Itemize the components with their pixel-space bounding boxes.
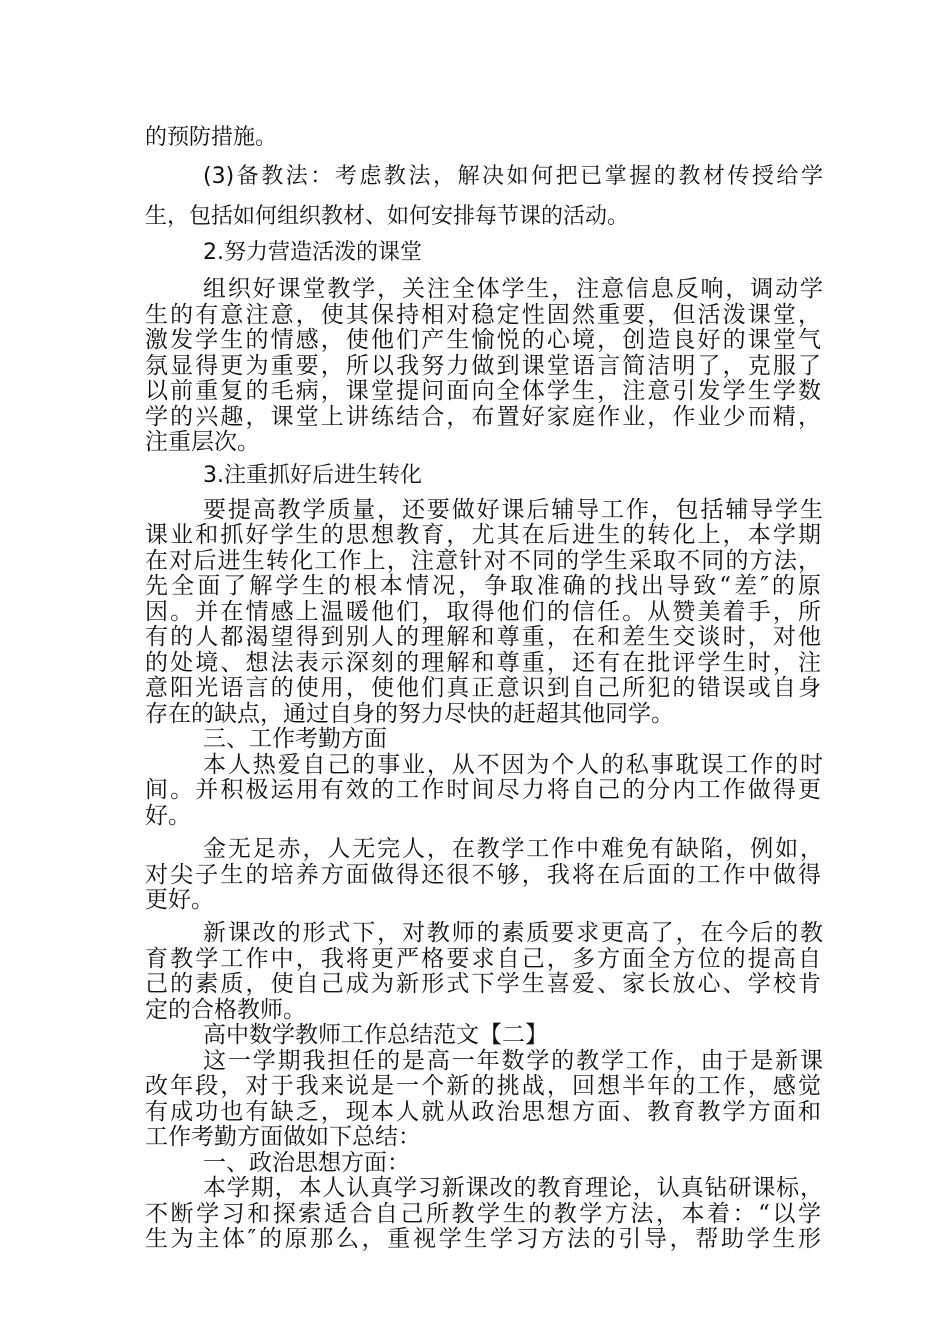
paragraph-line: 育教学工作中，我将更严格要求自己，多方面全方位的提高自 bbox=[145, 946, 821, 972]
paragraph-line: 有成功也有缺乏，现本人就从政治思想方面、教育教学方面和 bbox=[145, 1099, 821, 1125]
paragraph-line: 生的有意注意，使其保持相对稳定性固然重要，但活泼课堂， bbox=[145, 302, 821, 328]
paragraph-line: 更好。 bbox=[145, 887, 214, 913]
paragraph-line: 新课改的形式下，对教师的素质要求更高了，在今后的教 bbox=[203, 920, 823, 946]
paragraph-line: 生，包括如何组织教材、如何安排每节课的活动。 bbox=[145, 204, 630, 229]
paragraph-line: 这一学期我担任的是高一年数学的教学工作，由于是新课 bbox=[203, 1048, 823, 1074]
paragraph-line: 学的兴趣，课堂上讲练结合，布置好家庭作业，作业少而精， bbox=[145, 404, 821, 430]
paragraph-line: (3)备教法：考虑教法，解决如何把已掌握的教材传授给学 bbox=[203, 164, 823, 189]
paragraph-line: 意阳光语言的使用，使他们真正意识到自己所犯的错误或自身 bbox=[145, 675, 821, 701]
paragraph-line: 以前重复的毛病，课堂提问面向全体学生，注意引发学生学数 bbox=[145, 378, 821, 404]
paragraph-line: 存在的缺点，通过自身的努力尽快的赶超其他同学。 bbox=[145, 701, 674, 727]
paragraph-line: 改年段，对于我来说是一个新的挑战，回想半年的工作，感觉 bbox=[145, 1073, 821, 1099]
paragraph-line: 定的合格教师。 bbox=[145, 997, 306, 1023]
paragraph-line: 的预防措施。 bbox=[145, 125, 278, 150]
paragraph-line: 氛显得更为重要，所以我努力做到课堂语言简洁明了，克服了 bbox=[145, 353, 821, 379]
paragraph-line: 要提高教学质量，还要做好课后辅导工作，包括辅导学生 bbox=[203, 497, 823, 523]
paragraph-line: 不断学习和探索适合自己所教学生的教学方法，本着：“以学 bbox=[145, 1201, 821, 1227]
paragraph-line: 金无足赤，人无完人，在教学工作中难免有缺陷，例如， bbox=[203, 836, 823, 862]
paragraph-line: 的处境、想法表示深刻的理解和尊重，还有在批评学生时，注 bbox=[145, 650, 821, 676]
section-heading: 2.努力营造活泼的课堂 bbox=[203, 240, 422, 265]
paragraph-line: 有的人都渴望得到别人的理解和尊重，在和差生交谈时，对他 bbox=[145, 624, 821, 650]
section-heading: 一、政治思想方面： bbox=[203, 1150, 410, 1176]
paragraph-line: 生为主体″的原那么，重视学生学习方法的引导，帮助学生形 bbox=[145, 1226, 821, 1252]
paragraph-line: 好。 bbox=[145, 803, 191, 829]
paragraph-line: 工作考勤方面做如下总结： bbox=[145, 1124, 421, 1150]
paragraph-line: 间。并积极运用有效的工作时间尽力将自己的分内工作做得更 bbox=[145, 777, 821, 803]
paragraph-line: 组织好课堂教学，关注全体学生，注意信息反响，调动学 bbox=[203, 276, 823, 302]
paragraph-line: 本人热爱自己的事业，从不因为个人的私事耽误工作的时 bbox=[203, 752, 823, 778]
paragraph-line: 在对后进生转化工作上，注意针对不同的学生采取不同的方法， bbox=[145, 548, 821, 574]
paragraph-line: 课业和抓好学生的思想教育，尤其在后进生的转化上，本学期 bbox=[145, 522, 821, 548]
paragraph-line: 对尖子生的培养方面做得还很不够，我将在后面的工作中做得 bbox=[145, 862, 821, 888]
paragraph-line: 己的素质，使自己成为新形式下学生喜爱、家长放心、学校肯 bbox=[145, 971, 821, 997]
section-heading: 3.注重抓好后进生转化 bbox=[203, 463, 422, 488]
section-heading: 三、工作考勤方面 bbox=[203, 726, 387, 752]
paragraph-line: 注重层次。 bbox=[145, 429, 260, 455]
paragraph-line: 激发学生的情感，使他们产生愉悦的心境，创造良好的课堂气 bbox=[145, 327, 821, 353]
paragraph-line: 先全面了解学生的根本情况，争取准确的找出导致“差″的原 bbox=[145, 573, 821, 599]
paragraph-line: 本学期，本人认真学习新课改的教育理论，认真钻研课标， bbox=[203, 1175, 823, 1201]
document-title: 高中数学教师工作总结范文【二】 bbox=[203, 1022, 548, 1048]
paragraph-line: 因。并在情感上温暖他们，取得他们的信任。从赞美着手，所 bbox=[145, 599, 821, 625]
